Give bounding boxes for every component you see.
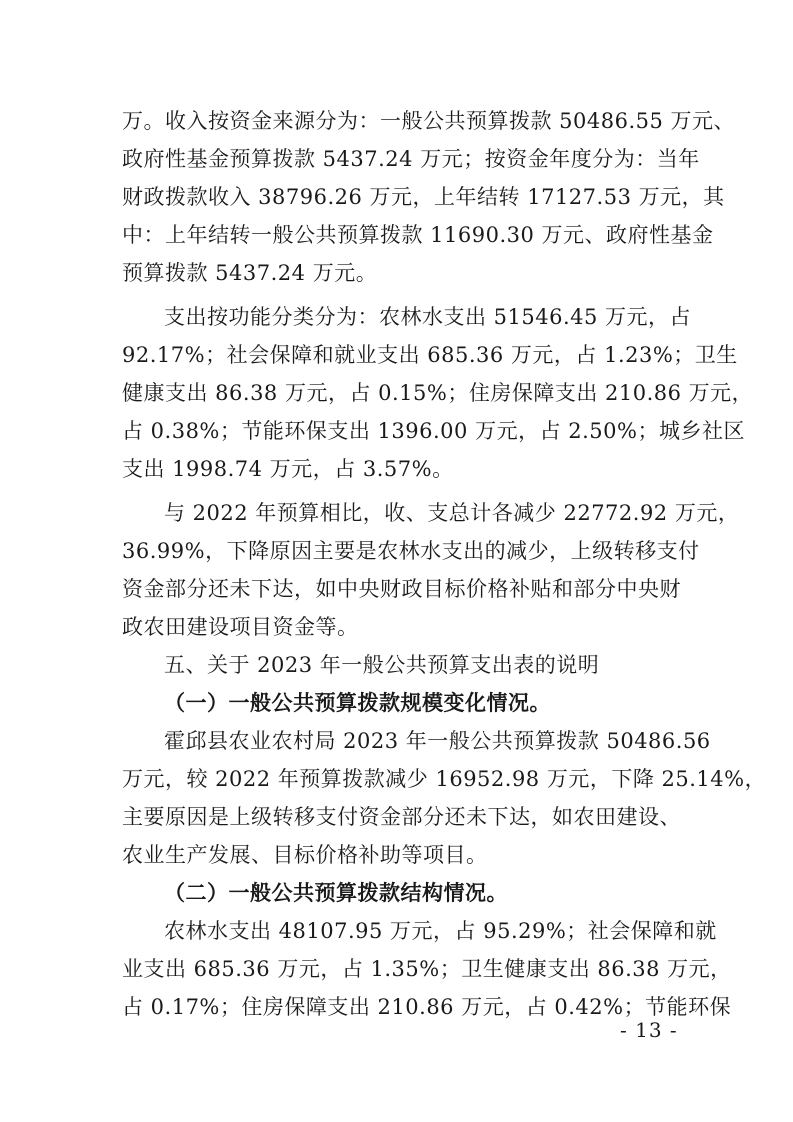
- paragraph-line: 占 0.38%；节能环保支出 1396.00 万元，占 2.50%；城乡社区: [122, 419, 745, 443]
- paragraph-line: 主要原因是上级转移支付资金部分还未下达，如农田建设、: [122, 805, 681, 829]
- paragraph-line: 中：上年结转一般公共预算拨款 11690.30 万元、政府性基金: [122, 223, 714, 247]
- paragraph-line: 支出按功能分类分为：农林水支出 51546.45 万元，占: [164, 305, 692, 329]
- paragraph-line: 36.99%，下降原因主要是农林水支出的减少，上级转移支付: [122, 539, 700, 563]
- subsection-heading: （一）一般公共预算拨款规模变化情况。: [164, 690, 551, 715]
- paragraph-line: 政农田建设项目资金等。: [122, 615, 359, 639]
- page-number: - 13 -: [620, 1018, 678, 1042]
- paragraph-line: 预算拨款 5437.24 万元。: [122, 261, 378, 285]
- paragraph-line: 占 0.17%；住房保障支出 210.86 万元，占 0.42%；节能环保: [122, 995, 732, 1019]
- paragraph-line: 与 2022 年预算相比，收、支总计各减少 22772.92 万元，: [164, 501, 740, 525]
- paragraph-line: 财政拨款收入 38796.26 万元，上年结转 17127.53 万元，其: [122, 185, 725, 209]
- paragraph-line: 万元，较 2022 年预算拨款减少 16952.98 万元，下降 25.14%，: [122, 767, 767, 791]
- paragraph-line: 健康支出 86.38 万元，占 0.15%；住房保障支出 210.86 万元，: [122, 381, 754, 405]
- section-heading: 五、关于 2023 年一般公共预算支出表的说明: [164, 653, 600, 677]
- paragraph-line: 霍邱县农业农村局 2023 年一般公共预算拨款 50486.56: [164, 729, 711, 753]
- paragraph-line: 业支出 685.36 万元，占 1.35%；卫生健康支出 86.38 万元，: [122, 957, 732, 981]
- paragraph-line: 万。收入按资金来源分为：一般公共预算拨款 50486.55 万元、: [122, 109, 736, 133]
- paragraph-line: 资金部分还未下达，如中央财政目标价格补贴和部分中央财: [122, 577, 681, 601]
- subsection-heading: （二）一般公共预算拨款结构情况。: [164, 880, 508, 905]
- paragraph-line: 支出 1998.74 万元，占 3.57%。: [122, 457, 454, 481]
- paragraph-line: 政府性基金预算拨款 5437.24 万元；按资金年度分为：当年: [122, 147, 700, 171]
- paragraph-line: 农业生产发展、目标价格补助等项目。: [122, 843, 488, 867]
- paragraph-line: 92.17%；社会保障和就业支出 685.36 万元，占 1.23%；卫生: [122, 343, 738, 367]
- paragraph-line: 农林水支出 48107.95 万元，占 95.29%；社会保障和就: [164, 919, 717, 943]
